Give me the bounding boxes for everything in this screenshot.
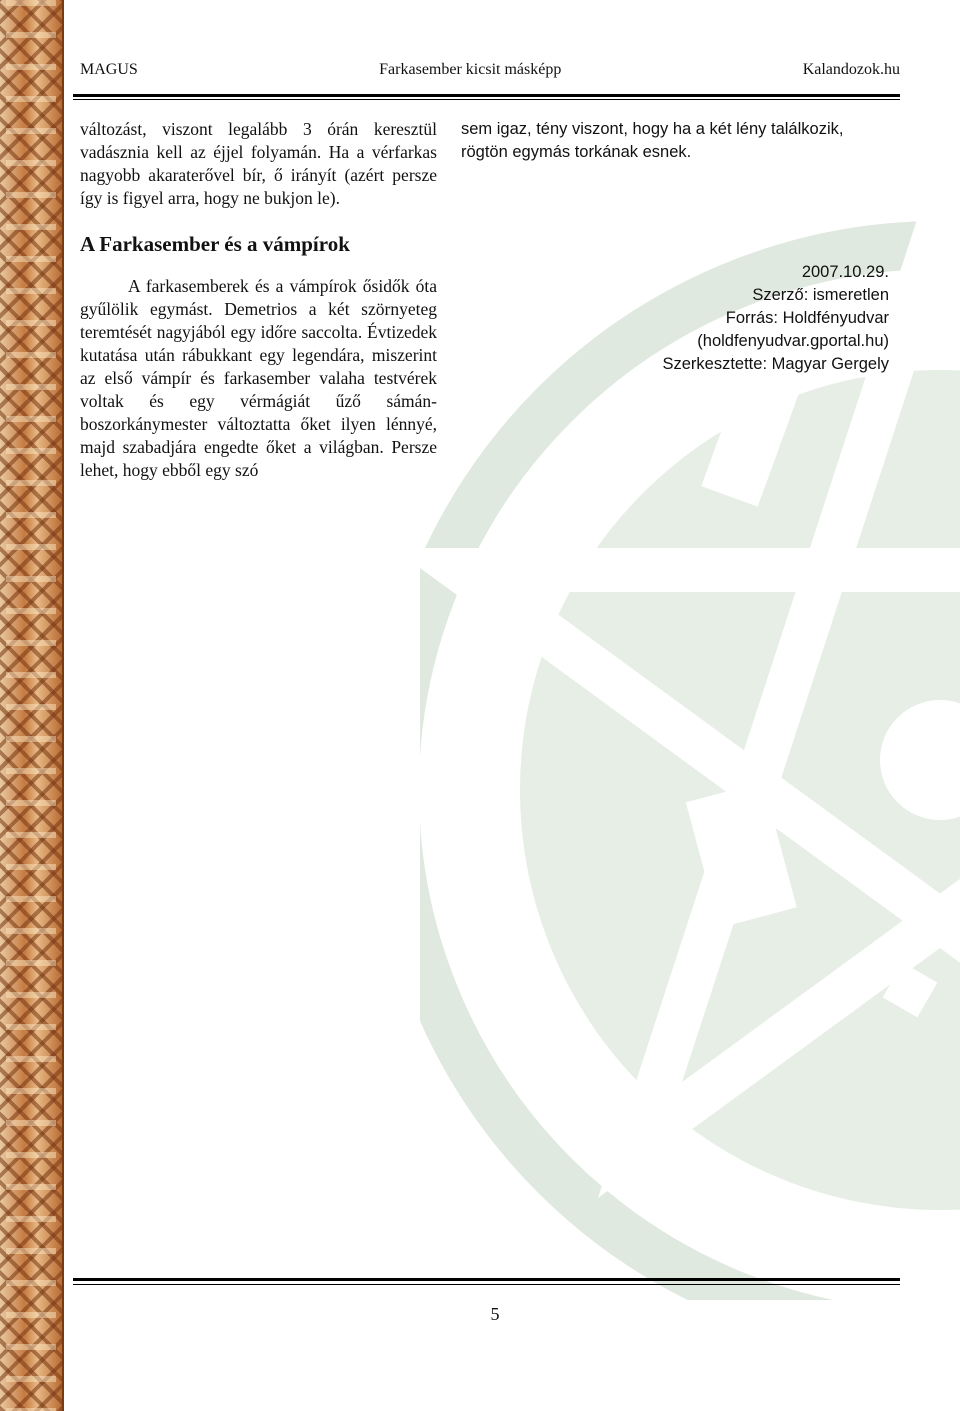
header-center: Farkasember kicsit másképp	[379, 61, 562, 78]
page-number: 5	[490, 1304, 500, 1324]
footer-rule-thin	[73, 1284, 900, 1285]
header-right: Kalandozok.hu	[802, 61, 900, 78]
article-source: Forrás: Holdfényudvar	[725, 309, 889, 327]
section-heading: A Farkasember és a vámpírok	[80, 232, 350, 256]
left-column	[80, 118, 437, 482]
header-rule-thick	[73, 94, 900, 97]
article-metadata	[461, 261, 889, 376]
page-header	[80, 58, 900, 82]
header-left: MAGUS	[80, 61, 138, 78]
continuation-paragraph: sem igaz, tény viszont, hogy ha a két lény találkozik, rögtön egymás torkának esnek.	[461, 120, 844, 161]
decorative-chain-border	[0, 0, 64, 1411]
article-source-url: (holdfenyudvar.gportal.hu)	[697, 332, 889, 350]
right-column	[461, 118, 889, 376]
article-author: Szerző: ismeretlen	[752, 286, 889, 304]
footer-rule-thick	[73, 1278, 900, 1281]
header-rule-thin	[73, 99, 900, 100]
article-date: 2007.10.29.	[801, 263, 889, 281]
article-editor: Szerkesztette: Magyar Gergely	[662, 355, 889, 373]
section-paragraph: A farkasemberek és a vámpírok ősidők óta gyűlölik egymást. Demetrios a két szörnyeteg teremtését nagyjából egy időre saccolta. Évtizedek kutatása után rábukkant egy legendára, miszerint az első vámpír és farkasember valaha testvérek voltak és egy vérmágiát űző sámán-boszorkánymester változtatta őket ilyen lénnyé, majd szabadjára engedte őket a világban. Persze lehet, hogy ebből egy szó	[80, 276, 437, 480]
intro-paragraph: változást, viszont legalább 3 órán keresztül vadásznia kell az éjjel folyamán. Ha a vérfarkas nagyobb akaraterővel bír, ő irányít (azért persze így is figyel arra, hogy ne bukjon le).	[80, 119, 437, 208]
